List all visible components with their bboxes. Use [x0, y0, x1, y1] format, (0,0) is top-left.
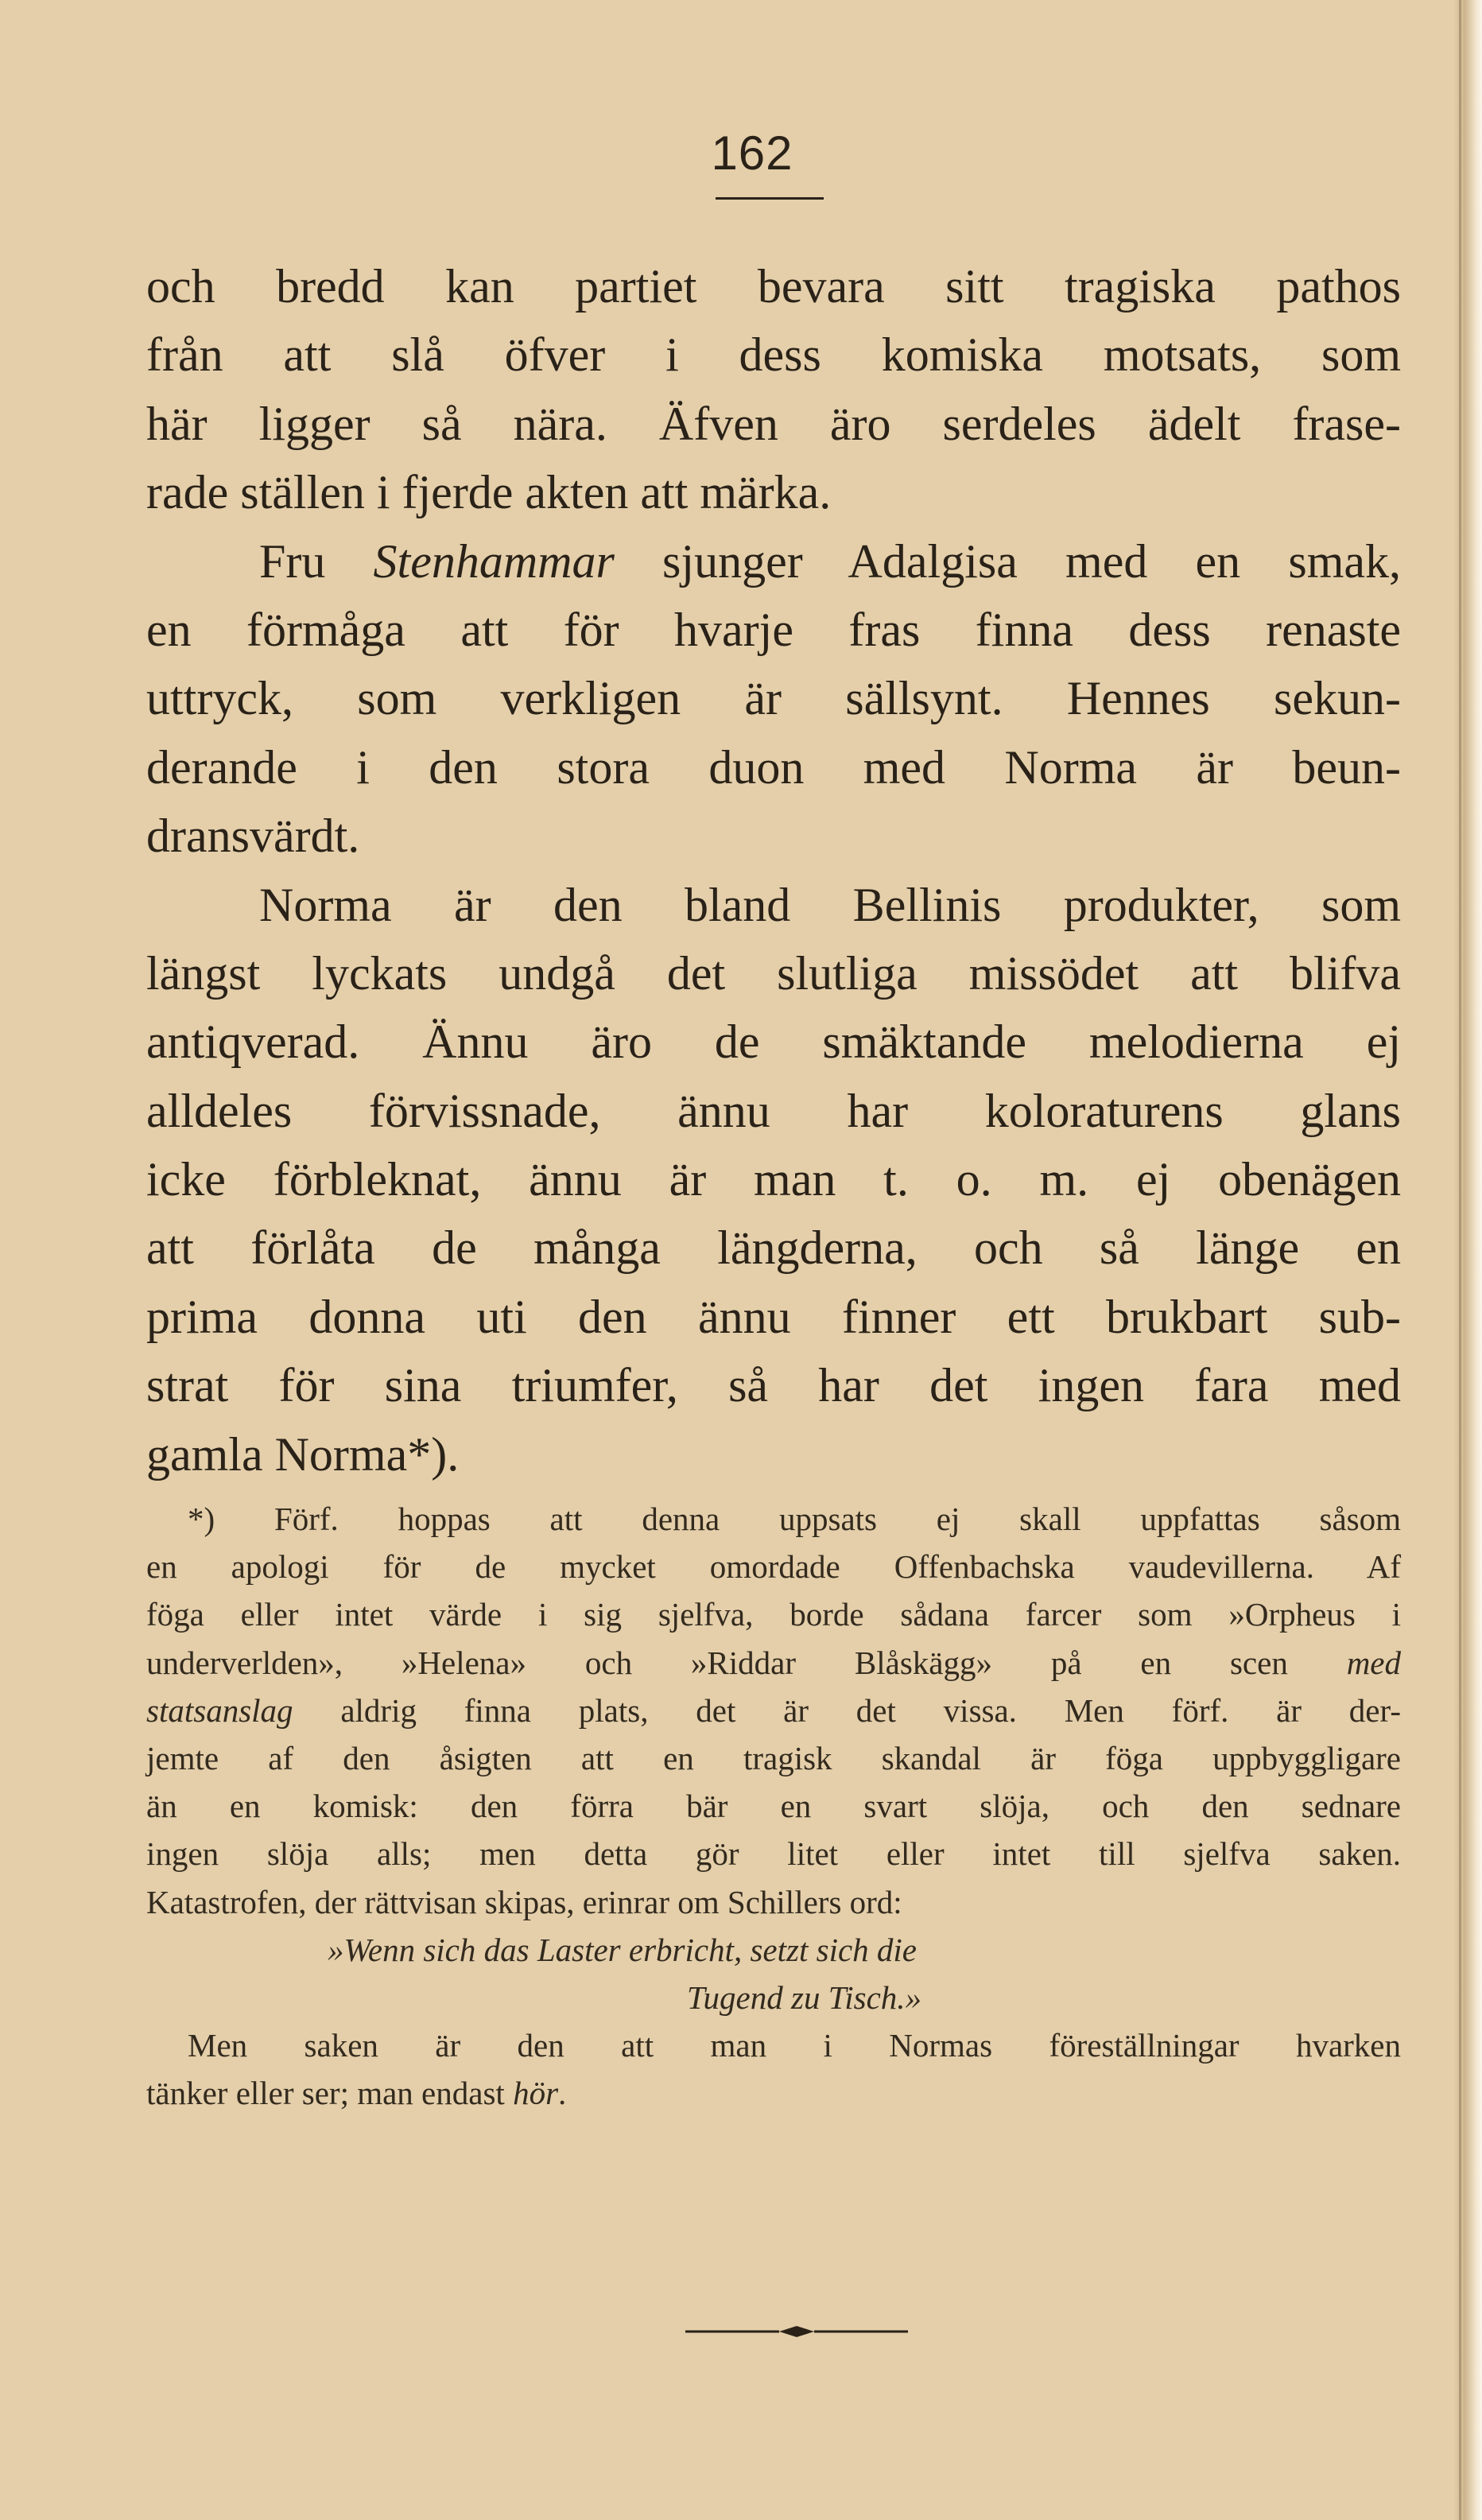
text-run: underverlden», »Helena» och »Riddar Blåskägg» på en scen: [146, 1644, 1347, 1681]
body-line: [146, 1008, 1401, 1076]
footnote-line: [146, 1878, 1401, 1926]
text-run: strat för sina triumfer, så har det ingen fara med: [146, 1359, 1401, 1412]
page-number: 162: [711, 126, 793, 180]
text-run: en förmåga att för hvarje fras finna dess renaste: [146, 603, 1401, 656]
text-run: antiqverad. Ännu äro de smäktande melodierna ej: [146, 1015, 1401, 1069]
text-run: föga eller intet värde i sig sjelfva, borde sådana farcer som »Orpheus i: [146, 1596, 1401, 1633]
italic-text: »Wenn sich das Laster erbricht, setzt sich die: [328, 1931, 918, 1968]
text-run: här ligger så nära. Äfven äro serdeles ädelt frase-: [146, 397, 1401, 450]
page-edge-shadow: [1459, 0, 1461, 2520]
ornament-diamond-icon: [779, 2326, 814, 2337]
body-text: [146, 252, 1401, 1489]
text-run: Men saken är den att man i Normas föreställningar hvarken: [188, 2027, 1401, 2064]
text-run: ingen slöja alls; men detta gör litet eller intet till sjelfva saken.: [146, 1835, 1401, 1873]
body-line: [146, 664, 1401, 732]
body-line: [146, 1351, 1401, 1419]
text-run: en apologi för de mycket omordade Offenbachska vaudevillerna. Af: [146, 1548, 1401, 1586]
body-line: [146, 458, 1401, 526]
text-run: icke förbleknat, ännu är man t. o. m. ej obenägen: [146, 1153, 1401, 1206]
footnote-line: [146, 2069, 1401, 2117]
footnote-line: [146, 1543, 1401, 1590]
text-run: aldrig finna plats, det är det vissa. Men förf. är der-: [293, 1691, 1401, 1729]
text-run: Norma är den bland Bellinis produkter, som: [259, 878, 1401, 931]
body-line: [146, 1283, 1401, 1351]
footnote-line: [146, 1782, 1401, 1830]
italic-text: Stenhammar: [373, 534, 615, 588]
footnote: [146, 1495, 1401, 2117]
text-run: uttryck, som verkligen är sällsynt. Hennes sekun-: [146, 672, 1401, 725]
footnote-line: [146, 1495, 1401, 1543]
body-line: [146, 1213, 1401, 1282]
text-run: att förlåta de många längderna, och så länge en: [146, 1221, 1401, 1275]
text-run: dransvärdt.: [146, 810, 360, 863]
footnote-quote-line: [146, 1926, 1401, 1974]
body-line: [146, 733, 1401, 802]
italic-text: med: [1346, 1644, 1401, 1681]
body-line: [146, 939, 1401, 1008]
body-line: [146, 1420, 1401, 1489]
text-run: sjunger Adalgisa med en smak,: [614, 534, 1401, 588]
text-run: och bredd kan partiet bevara sitt tragiska pathos: [146, 260, 1401, 313]
text-run: *) Förf. hoppas att denna uppsats ej skall uppfattas såsom: [188, 1501, 1401, 1537]
footnote-line: [146, 1590, 1401, 1638]
body-line: [146, 1077, 1401, 1145]
footnote-line: [146, 2021, 1401, 2069]
body-line: [146, 252, 1401, 320]
body-line: [146, 802, 1401, 870]
italic-text: hör: [513, 2075, 559, 2112]
text-run: prima donna uti den ännu finner ett brukbart sub-: [146, 1290, 1401, 1343]
footnote-line: [146, 1830, 1401, 1877]
body-line: [146, 320, 1401, 389]
text-run: derande i den stora duon med Norma är beun-: [146, 740, 1401, 794]
footnote-line: [146, 1639, 1401, 1687]
text-run: tänker eller ser; man endast: [146, 2075, 514, 2112]
italic-text: Tugend zu Tisch.»: [687, 1978, 922, 2016]
body-line: [146, 1145, 1401, 1213]
text-run: Katastrofen, der rättvisan skipas, erinrar om Schillers ord:: [146, 1883, 902, 1920]
body-line: [146, 390, 1401, 458]
footnote-line: [146, 1734, 1401, 1782]
footnote-quote-line: [146, 1974, 1401, 2021]
footnote-line: [146, 1687, 1401, 1734]
text-run: Fru: [259, 534, 374, 588]
text-run: jemte af den åsigten att en tragisk skandal är föga uppbyggligare: [146, 1739, 1401, 1776]
body-line: [146, 871, 1401, 939]
italic-text: statsanslag: [146, 1691, 293, 1729]
page-edge: [1453, 0, 1482, 2520]
text-run: gamla Norma*).: [146, 1427, 460, 1481]
text-run: från att slå öfver i dess komiska motsats, som: [146, 328, 1401, 382]
text-run: längst lyckats undgå det slutliga missödet att blifva: [146, 946, 1401, 1000]
section-end-ornament: [685, 2324, 908, 2339]
body-line: [146, 596, 1401, 664]
text-run: rade ställen i fjerde akten att märka.: [146, 466, 832, 519]
text-run: alldeles förvissnade, ännu har koloraturens glans: [146, 1084, 1401, 1137]
page-number-rule: [716, 197, 824, 200]
text-run: .: [558, 2075, 567, 2112]
text-run: än en komisk: den förra bär en svart slöja, och den sednare: [146, 1788, 1401, 1825]
body-line: [146, 527, 1401, 596]
